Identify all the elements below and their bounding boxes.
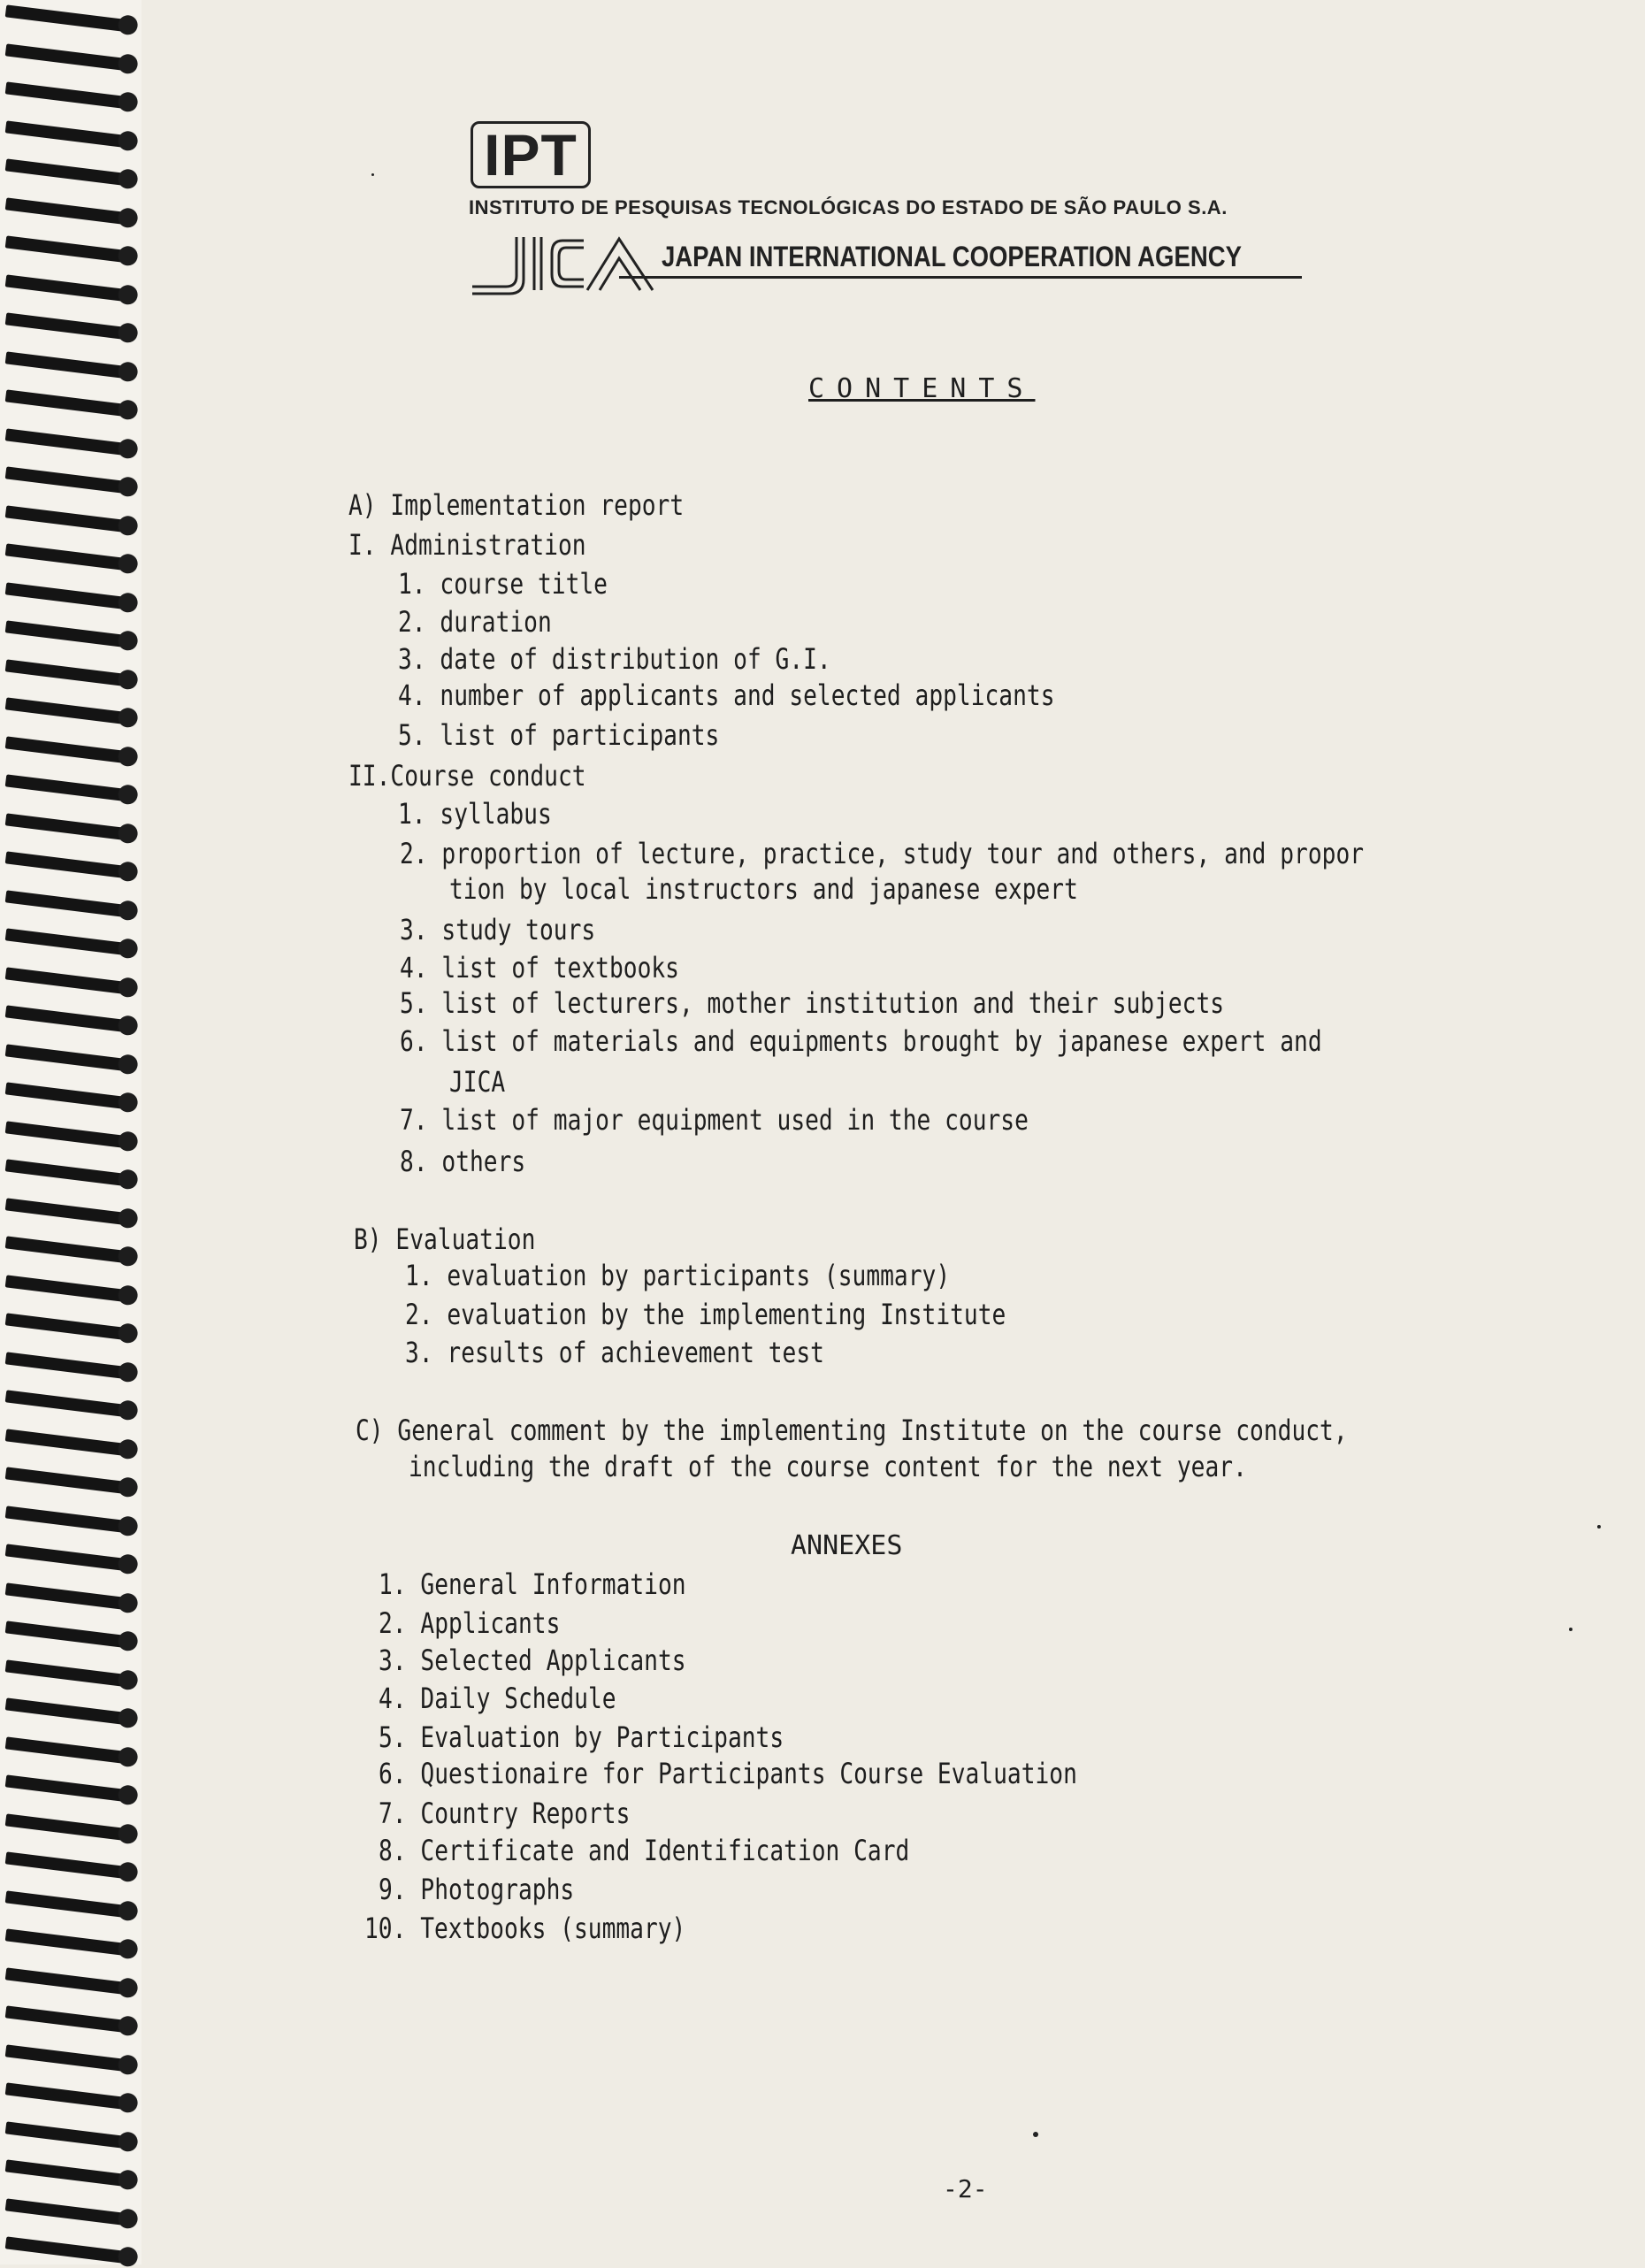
annex-item: 9. Photographs xyxy=(379,1873,575,1906)
binding-ring xyxy=(5,1506,132,1533)
list-item: 3. results of achievement test xyxy=(405,1336,824,1369)
section-a-heading: A) Implementation report xyxy=(348,488,685,522)
annexes-heading: ANNEXES xyxy=(791,1530,903,1561)
list-item: 6. list of materials and equipments brought by japanese expert and xyxy=(400,1024,1322,1058)
binding-ring xyxy=(5,1198,132,1225)
list-item: 2. proportion of lecture, practice, study tour and others, and propor xyxy=(400,837,1365,870)
section-i-heading: I. Administration xyxy=(348,528,586,562)
binding-ring xyxy=(5,1736,132,1764)
list-item: 3. date of distribution of G.I. xyxy=(398,642,831,676)
annex-item: 6. Questionaire for Participants Course Evaluation xyxy=(379,1757,1077,1790)
annex-item: 5. Evaluation by Participants xyxy=(379,1720,784,1754)
binding-ring xyxy=(5,2236,132,2264)
binding-ring xyxy=(5,1082,132,1109)
binding-ring xyxy=(5,2159,132,2187)
annex-item: 8. Certificate and Identification Card xyxy=(379,1834,910,1867)
spiral-binding xyxy=(0,0,142,2264)
binding-ring xyxy=(5,582,132,609)
paper-speck xyxy=(371,173,374,176)
annex-item: 4. Daily Schedule xyxy=(379,1682,616,1715)
binding-ring xyxy=(5,1044,132,1071)
binding-ring xyxy=(5,1390,132,1417)
binding-ring xyxy=(5,1928,132,1956)
section-ii-heading: II.Course conduct xyxy=(348,759,586,793)
binding-ring xyxy=(5,1005,132,1032)
binding-ring xyxy=(5,928,132,955)
section-c-line: including the draft of the course content for the next year. xyxy=(409,1450,1247,1483)
paper-speck xyxy=(1033,2132,1038,2137)
binding-ring xyxy=(5,1352,132,1379)
binding-ring xyxy=(5,4,132,32)
binding-ring xyxy=(5,43,132,71)
binding-ring xyxy=(5,774,132,801)
binding-ring xyxy=(5,1813,132,1841)
binding-ring xyxy=(5,1275,132,1302)
list-item: 5. list of lecturers, mother institution and their subjects xyxy=(400,986,1225,1020)
annex-item: 3. Selected Applicants xyxy=(379,1644,686,1677)
binding-ring xyxy=(5,1774,132,1802)
binding-ring xyxy=(5,1313,132,1340)
annex-item: 7. Country Reports xyxy=(379,1797,631,1830)
binding-ring xyxy=(5,967,132,994)
binding-ring xyxy=(5,81,132,109)
binding-ring xyxy=(5,1621,132,1648)
binding-ring xyxy=(5,505,132,533)
binding-ring xyxy=(5,1429,132,1456)
list-item: 5. list of participants xyxy=(398,718,720,752)
binding-ring xyxy=(5,1582,132,1610)
header-rule xyxy=(619,276,1302,279)
annex-item: 1. General Information xyxy=(379,1567,686,1601)
page-title: CONTENTS xyxy=(808,373,1036,404)
binding-ring xyxy=(5,2044,132,2072)
list-item: 1. evaluation by participants (summary) xyxy=(405,1259,951,1292)
paper-speck xyxy=(1597,1525,1601,1529)
binding-ring xyxy=(5,697,132,724)
page-number: -2- xyxy=(943,2174,988,2203)
binding-ring xyxy=(5,659,132,686)
list-item: 1. syllabus xyxy=(398,797,552,831)
binding-ring xyxy=(5,274,132,302)
list-item: tion by local instructors and japanese expert xyxy=(449,872,1078,906)
list-item: 3. study tours xyxy=(400,913,596,946)
binding-ring xyxy=(5,1890,132,1918)
ipt-logo: IPT xyxy=(471,121,591,188)
binding-ring xyxy=(5,2005,132,2033)
list-item: 7. list of major equipment used in the course xyxy=(400,1103,1029,1137)
list-item: 1. course title xyxy=(398,567,608,601)
binding-ring xyxy=(5,428,132,456)
institute-name: INSTITUTO DE PESQUISAS TECNOLÓGICAS DO ESTADO DE SÃO PAULO S.A. xyxy=(469,196,1228,218)
list-item: 2. duration xyxy=(398,605,552,639)
binding-ring xyxy=(5,120,132,148)
binding-ring xyxy=(5,351,132,379)
binding-ring xyxy=(5,158,132,186)
binding-ring xyxy=(5,1121,132,1148)
binding-ring xyxy=(5,1544,132,1571)
binding-ring xyxy=(5,2082,132,2110)
binding-ring xyxy=(5,312,132,340)
section-b-heading: B) Evaluation xyxy=(354,1222,536,1256)
binding-ring xyxy=(5,1967,132,1995)
binding-ring xyxy=(5,2198,132,2226)
binding-ring xyxy=(5,466,132,494)
list-item: 4. list of textbooks xyxy=(400,951,679,985)
binding-ring xyxy=(5,620,132,647)
jica-name: JAPAN INTERNATIONAL COOPERATION AGENCY xyxy=(662,241,1242,272)
binding-ring xyxy=(5,1467,132,1494)
binding-ring xyxy=(5,851,132,878)
binding-ring xyxy=(5,543,132,571)
list-item: 2. evaluation by the implementing Institute xyxy=(405,1298,1006,1331)
list-item: 8. others xyxy=(400,1145,526,1178)
binding-ring xyxy=(5,1659,132,1687)
section-c-line: C) General comment by the implementing Institute on the course conduct, xyxy=(356,1414,1348,1447)
binding-ring xyxy=(5,235,132,263)
binding-ring xyxy=(5,736,132,763)
annex-item: 2. Applicants xyxy=(379,1606,561,1640)
annex-item: 10. Textbooks (summary) xyxy=(364,1912,686,1945)
binding-ring xyxy=(5,1697,132,1725)
binding-ring xyxy=(5,2121,132,2149)
binding-ring xyxy=(5,1236,132,1263)
paper-speck xyxy=(1569,1628,1572,1631)
jica-logo xyxy=(471,232,656,303)
binding-ring xyxy=(5,197,132,225)
list-item: 4. number of applicants and selected applicants xyxy=(398,678,1055,712)
binding-ring xyxy=(5,389,132,417)
binding-ring xyxy=(5,813,132,840)
binding-ring xyxy=(5,1159,132,1186)
binding-ring xyxy=(5,1851,132,1879)
binding-ring xyxy=(5,890,132,917)
list-item: JICA xyxy=(449,1065,506,1099)
